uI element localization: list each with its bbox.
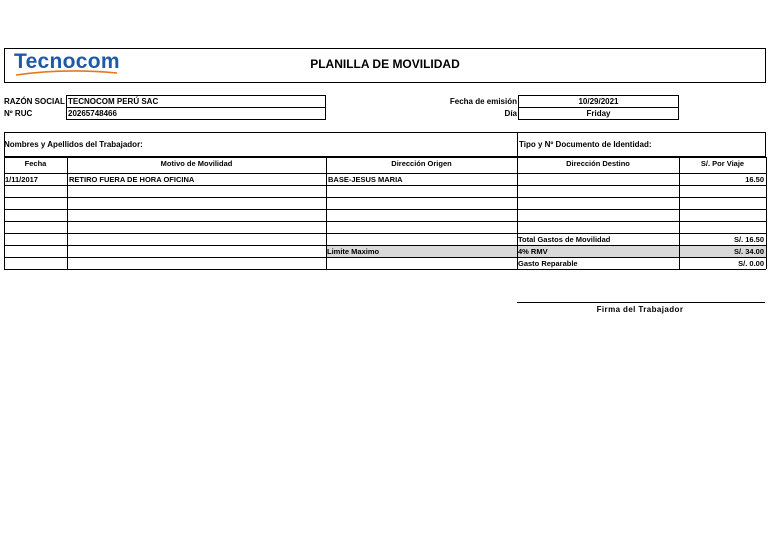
header-por-viaje: S/. Por Viaje: [700, 159, 745, 168]
logo-swoosh-icon: [14, 69, 119, 77]
signature-label: Firma del Trabajador: [596, 305, 684, 314]
dia-value: Friday: [586, 109, 611, 118]
ruc-label: Nº RUC: [4, 109, 33, 118]
total-value: S/. 16.50: [733, 235, 764, 244]
row-fecha: 1/11/2017: [5, 175, 38, 184]
worker-box-divider: [517, 132, 518, 157]
table-bottom-line: [4, 269, 766, 270]
row-origen: BASE-JESUS MARIA: [328, 175, 403, 184]
company-logo: [14, 50, 124, 78]
reparable-label: Gasto Reparable: [518, 259, 578, 268]
table-top-line: [4, 157, 766, 158]
razon-social-value: TECNOCOM PERÚ SAC: [68, 97, 159, 106]
rmv-label: 4% RMV: [518, 247, 548, 256]
ruc-value: 20265748466: [68, 109, 117, 118]
nombres-label: Nombres y Apellidos del Trabajador:: [4, 140, 143, 149]
page-title: PLANILLA DE MOVILIDAD: [310, 57, 460, 71]
reparable-value: S/. 0.00: [738, 259, 764, 268]
header-origen: Dirección Origen: [391, 159, 452, 168]
logo-text: Tecnocom: [14, 50, 120, 73]
header-fecha: Fecha: [24, 159, 47, 168]
documento-label: Tipo y Nº Documento de Identidad:: [519, 140, 652, 149]
razon-social-label: RAZÓN SOCIAL: [4, 97, 65, 106]
signature-line: [517, 302, 765, 303]
fecha-emision-label: Fecha de emisión: [449, 97, 517, 106]
rmv-value: S/. 34.00: [733, 247, 764, 256]
row-motivo: RETIRO FUERA DE HORA OFICINA: [69, 175, 195, 184]
limite-label: Limite Maximo: [327, 247, 380, 256]
table-header-line: [4, 173, 766, 174]
dia-label: Día: [504, 109, 517, 118]
total-label: Total Gastos de Movilidad: [518, 235, 611, 244]
header-destino: Dirección Destino: [566, 159, 630, 168]
header-motivo: Motivo de Movilidad: [160, 159, 233, 168]
fecha-emision-value: 10/29/2021: [578, 97, 619, 106]
row-por-viaje: 16.50: [745, 175, 764, 184]
